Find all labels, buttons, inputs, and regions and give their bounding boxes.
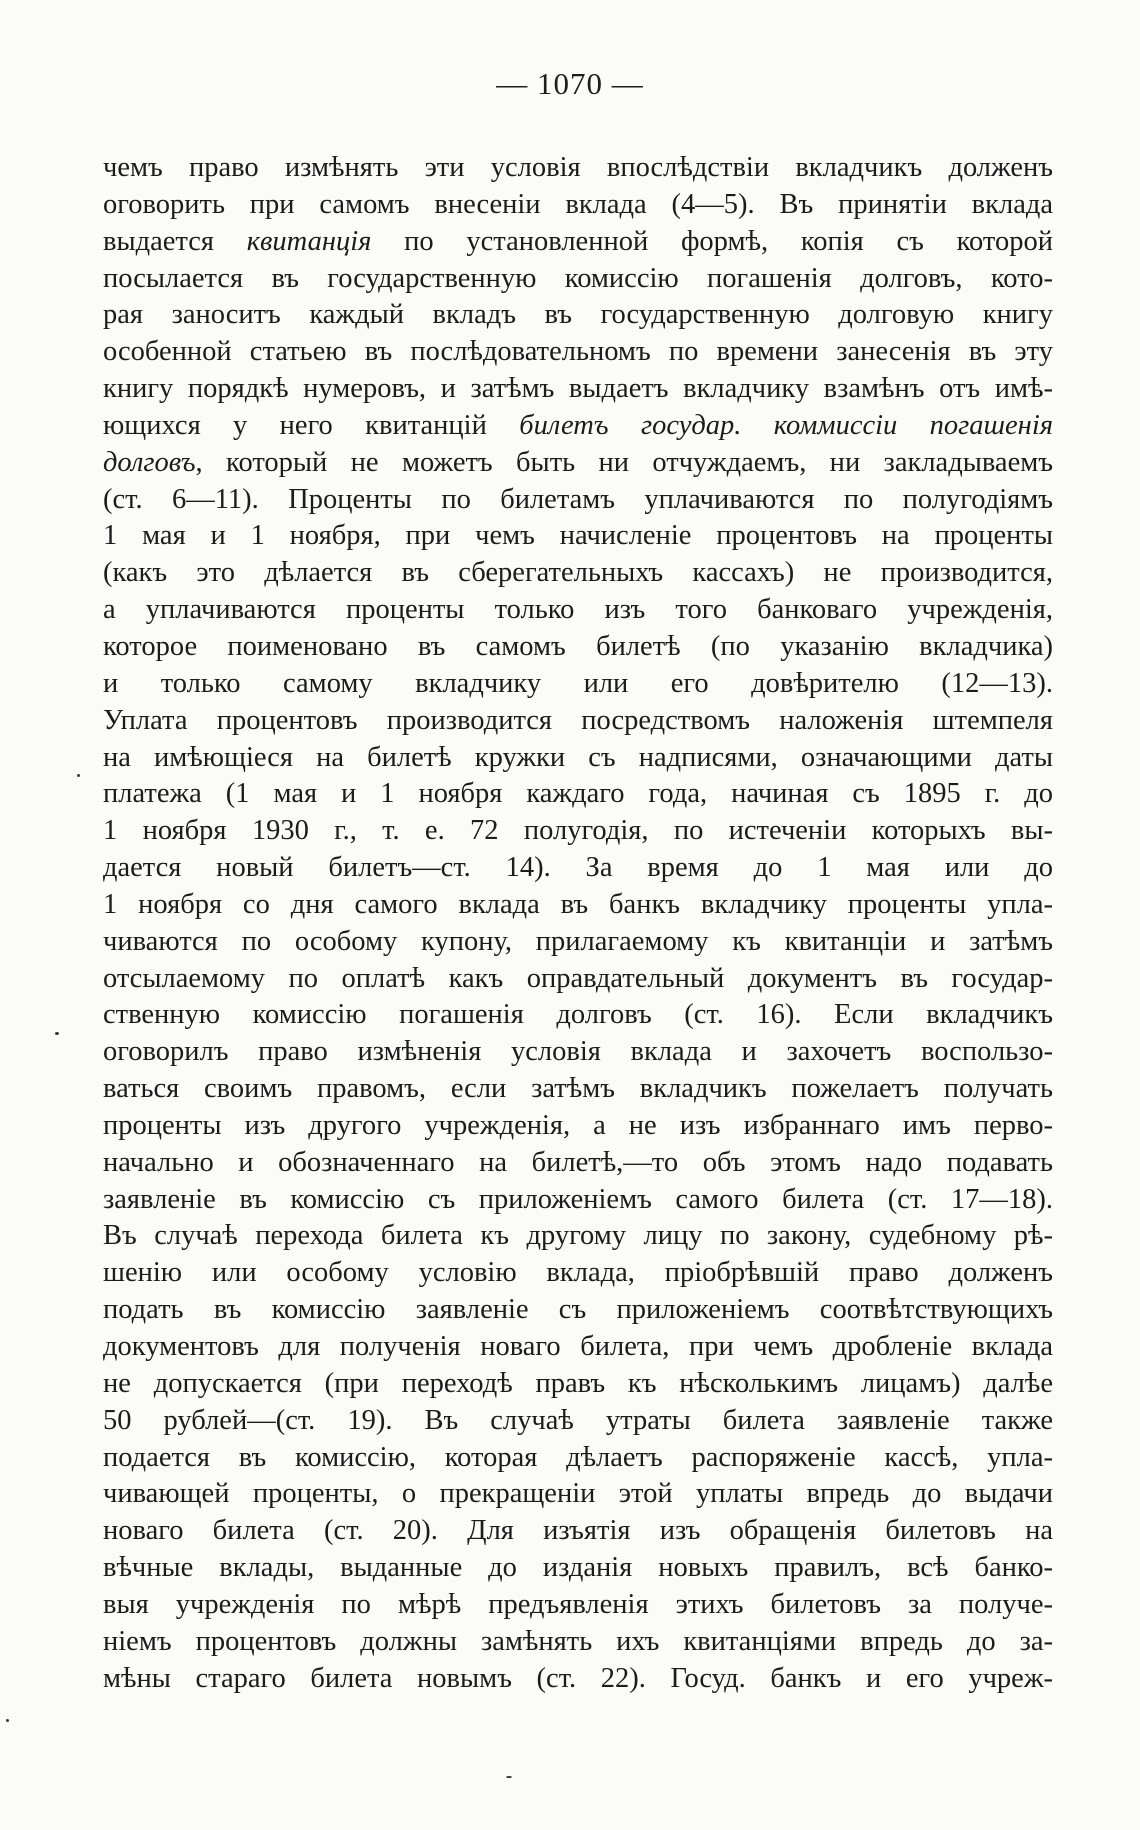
text-segment: платежа (1 мая и 1 ноября каждаго года, начиная съ 1895 г. до (103, 778, 1053, 810)
scan-speck (55, 1032, 59, 1035)
text-segment: подается въ комиссію, которая дѣлаетъ распоряженіе кассѣ, упла- (103, 1441, 1053, 1473)
text-segment: проценты изъ другого учрежденія, а не изъ избраннаго имъ перво- (103, 1109, 1053, 1141)
text-segment: книгу порядкѣ нумеровъ, и затѣмъ выдаетъ вкладчику взамѣнъ отъ имѣ- (103, 373, 1053, 405)
text-segment: ющихся у него квитанцій (103, 409, 520, 441)
text-line (103, 1403, 1053, 1440)
text-line (103, 1661, 1053, 1698)
text-line (103, 482, 1053, 519)
text-segment: и только самому вкладчику или его довѣрителю (12—13). (103, 667, 1053, 699)
scan-speck (77, 774, 80, 777)
text-segment: рая заноситъ каждый вкладъ въ государственную долговую книгу (103, 299, 1053, 331)
text-line (103, 887, 1053, 924)
text-segment: не допускается (при переходѣ правъ къ нѣсколькимъ лицамъ) далѣе (103, 1367, 1053, 1399)
italic-text-segment: квитанція (246, 225, 372, 257)
text-line (103, 776, 1053, 813)
text-line (103, 1145, 1053, 1182)
text-line (103, 997, 1053, 1034)
italic-text-segment: билетъ государ. коммиссіи погашенія (519, 409, 1053, 441)
scan-speck (6, 1719, 9, 1722)
text-segment: документовъ для полученія новаго билета, при чемъ дробленіе вклада (103, 1331, 1053, 1362)
text-segment: ваться своимъ правомъ, если затѣмъ вкладчикъ пожелаетъ получать (103, 1073, 1053, 1105)
text-line (103, 518, 1053, 555)
text-line (103, 334, 1053, 371)
text-segment: мѣны стараго билета новымъ (ст. 22). Госуд. банкъ и его учреж- (103, 1662, 1053, 1694)
text-segment: особенной статьею въ послѣдовательномъ по времени занесенія въ эту (103, 336, 1053, 368)
text-line (103, 1550, 1053, 1587)
text-segment: Въ случаѣ перехода билета къ другому лицу по закону, судебному рѣ- (103, 1220, 1053, 1252)
text-line (103, 1366, 1053, 1403)
page-number: — 1070 — (496, 66, 644, 101)
text-segment: подать въ комиссію заявленіе съ приложеніемъ соотвѣтствующихъ (103, 1294, 1053, 1326)
text-line (103, 1440, 1053, 1477)
text-segment: шенію или особому условію вклада, пріобрѣвшій право долженъ (103, 1257, 1053, 1289)
text-line (103, 1513, 1053, 1550)
text-line (103, 1476, 1053, 1513)
text-segment: посылается въ государственную комиссію погашенія долговъ, кото- (103, 262, 1053, 294)
text-line (103, 1255, 1053, 1292)
text-segment: (какъ это дѣлается въ сберегательныхъ кассахъ) не производится, (103, 557, 1053, 589)
text-line (103, 924, 1053, 961)
text-segment: , который не можетъ быть ни отчуждаемъ, ни закладываемъ (195, 446, 1053, 478)
text-segment: ніемъ процентовъ должны замѣнять ихъ квитанціями впредь до за- (103, 1625, 1053, 1657)
text-segment: заявленіе въ комиссію съ приложеніемъ самого билета (ст. 17—18). (103, 1183, 1053, 1215)
text-segment: 50 рублей—(ст. 19). Въ случаѣ утраты билета заявленіе также (103, 1404, 1053, 1436)
text-line (103, 408, 1053, 445)
text-line (103, 187, 1053, 224)
text-line (103, 371, 1053, 408)
text-segment: на имѣющіеся на билетѣ кружки съ надписями, означающими даты (103, 741, 1053, 773)
text-line (103, 1624, 1053, 1661)
text-segment: чивающей проценты, о прекращеніи этой уплаты впредь до выдачи (103, 1478, 1053, 1510)
text-line (103, 555, 1053, 592)
text-line (103, 592, 1053, 629)
text-line (103, 1034, 1053, 1071)
text-line (103, 666, 1053, 703)
text-segment: выя учрежденія по мѣрѣ предъявленія этихъ билетовъ за получе- (103, 1588, 1053, 1620)
text-line (103, 961, 1053, 998)
text-line (103, 740, 1053, 777)
text-line (103, 261, 1053, 298)
text-segment: начально и обозначеннаго на билетѣ,—то объ этомъ надо подавать (103, 1146, 1053, 1178)
text-line (103, 1329, 1053, 1366)
italic-text-segment: долговъ (103, 446, 196, 478)
text-segment: которое поименовано въ самомъ билетѣ (по указанію вкладчика) (103, 630, 1053, 662)
text-segment: 1 мая и 1 ноября, при чемъ начисленіе процентовъ на проценты (103, 520, 1053, 552)
text-segment: а уплачиваются проценты только изъ того банковаго учрежденія, (103, 594, 1053, 626)
text-segment: отсылаемому по оплатѣ какъ оправдательный документъ въ государ- (103, 962, 1053, 994)
text-line (103, 850, 1053, 887)
text-line (103, 703, 1053, 740)
text-line (103, 150, 1053, 187)
text-line (103, 224, 1053, 261)
text-segment: вѣчные вклады, выданные до изданія новыхъ правилъ, всѣ банко- (103, 1552, 1053, 1584)
body-text (103, 150, 1053, 1697)
text-segment: новаго билета (ст. 20). Для изъятія изъ обращенія билетовъ на (103, 1515, 1053, 1547)
scan-speck (506, 1776, 512, 1778)
text-segment: чемъ право измѣнять эти условія впослѣдствіи вкладчикъ долженъ (103, 152, 1053, 183)
text-segment: оговорить при самомъ внесеніи вклада (4—5). Въ принятіи вклада (103, 188, 1053, 220)
text-segment: 1 ноября 1930 г., т. е. 72 полугодія, по истеченіи которыхъ вы- (103, 815, 1053, 847)
text-segment: оговорилъ право измѣненія условія вклада и захочетъ воспользо- (103, 1036, 1053, 1068)
text-line (103, 1071, 1053, 1108)
text-line (103, 1108, 1053, 1145)
text-line (103, 813, 1053, 850)
text-line (103, 629, 1053, 666)
text-line (103, 1182, 1053, 1219)
text-segment: выдается (103, 225, 247, 257)
text-segment: Уплата процентовъ производится посредствомъ наложенія штемпеля (103, 704, 1053, 736)
text-segment: по установленной формѣ, копія съ которой (371, 225, 1054, 257)
text-segment: (ст. 6—11). Проценты по билетамъ уплачиваются по полугодіямъ (103, 483, 1053, 515)
text-line (103, 297, 1053, 334)
text-segment: чиваются по особому купону, прилагаемому къ квитанціи и затѣмъ (103, 925, 1053, 957)
text-line (103, 445, 1053, 482)
text-segment: ственную комиссію погашенія долговъ (ст. 16). Если вкладчикъ (103, 999, 1053, 1031)
text-line (103, 1587, 1053, 1624)
text-segment: 1 ноября со дня самого вклада въ банкъ вкладчику проценты упла- (103, 888, 1053, 920)
text-segment: дается новый билетъ—ст. 14). За время до 1 мая или до (103, 852, 1053, 884)
text-line (103, 1292, 1053, 1329)
text-line (103, 1218, 1053, 1255)
